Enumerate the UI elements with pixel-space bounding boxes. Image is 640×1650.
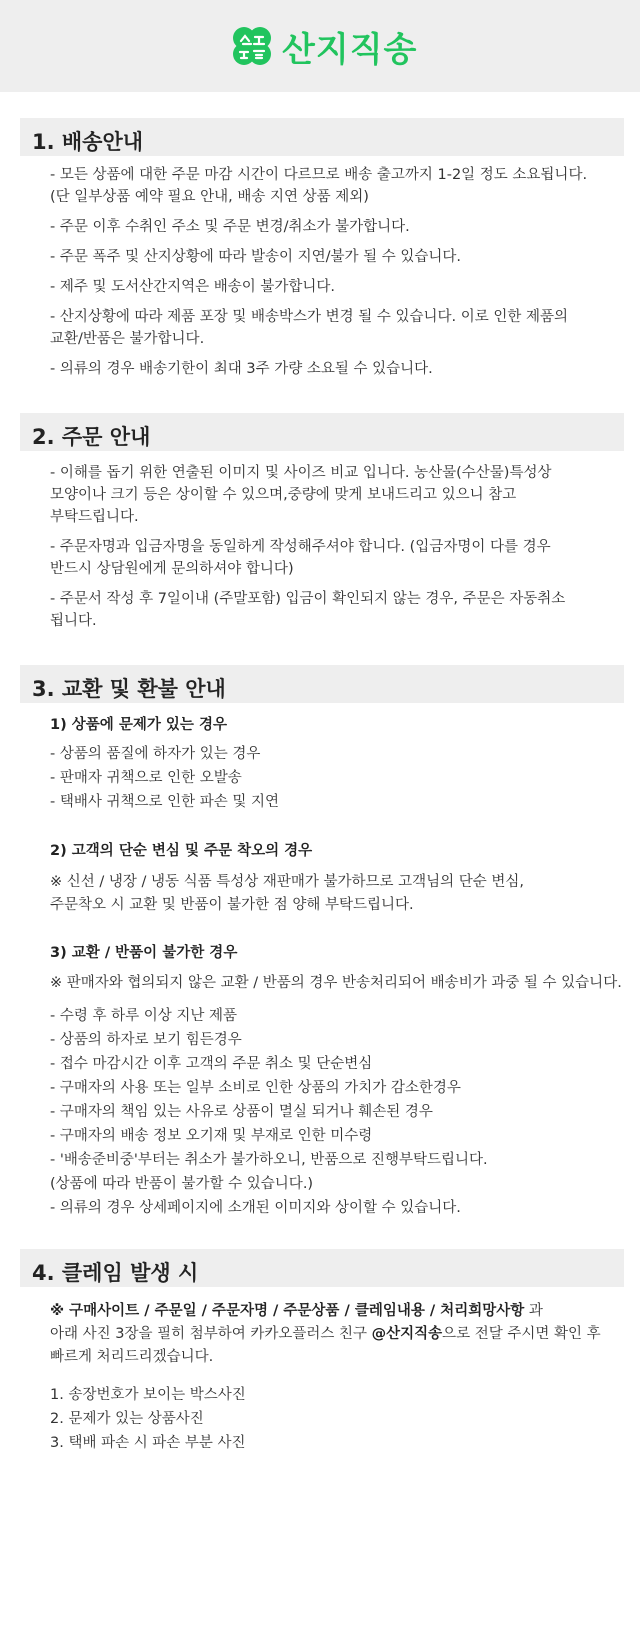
text-line: - 수령 후 하루 이상 지난 제품 <box>50 1008 237 1024</box>
sanji-logo-icon <box>230 24 274 68</box>
subheading: 2) 고객의 단순 변심 및 주문 착오의 경우 <box>50 843 313 859</box>
text-line: - 구매자의 사용 또는 일부 소비로 인한 상품의 가치가 감소한경우 <box>50 1080 461 1096</box>
text-line: - 제주 및 도서산간지역은 배송이 불가합니다. <box>50 279 336 295</box>
kakao-channel-id: @산지직송 <box>371 1326 443 1342</box>
text-line: (단 일부상품 예약 필요 안내, 배송 지연 상품 제외) <box>50 189 369 205</box>
section-header-order <box>20 413 624 451</box>
text-line: 교환/반품은 불가합니다. <box>50 331 205 347</box>
section-title: 3. 교환 및 환불 안내 <box>32 677 226 701</box>
subheading: 1) 상품에 문제가 있는 경우 <box>50 717 227 733</box>
notice-line: ※ 판매자와 협의되지 않은 교환 / 반품의 경우 반송처리되어 배송비가 과중 될 수 있습니다. <box>50 975 622 991</box>
text-line: - 의류의 경우 상세페이지에 소개된 이미지와 상이할 수 있습니다. <box>50 1200 461 1216</box>
claim-required-info: ※ 구매사이트 / 주문일 / 주문자명 / 주문상품 / 클레임내용 / 처리희망사항 <box>50 1303 525 1319</box>
brand-name: 산지직송 <box>282 29 418 70</box>
text-line: - '배송준비중'부터는 취소가 불가하오니, 반품으로 진행부탁드립니다. <box>50 1152 488 1168</box>
text-line: - 구매자의 배송 정보 오기재 및 부재로 인한 미수령 <box>50 1128 373 1144</box>
section-title: 2. 주문 안내 <box>32 425 151 449</box>
list-item: 2. 문제가 있는 상품사진 <box>50 1411 204 1427</box>
brand-logo <box>230 22 417 70</box>
section-header-shipping <box>20 118 624 156</box>
text-line: 부탁드립니다. <box>50 509 139 525</box>
text-line: 반드시 상담원에게 문의하셔야 합니다) <box>50 561 294 577</box>
text-line: - 주문 폭주 및 산지상황에 따라 발송이 지연/불가 될 수 있습니다. <box>50 249 461 265</box>
claim-text: 아래 사진 3장을 필히 첨부하여 카카오플러스 친구 <box>50 1326 372 1342</box>
text-line: - 모든 상품에 대한 주문 마감 시간이 다르므로 배송 출고까지 1-2일 정도 소요됩니다. <box>50 167 588 183</box>
text-line: 됩니다. <box>50 613 97 629</box>
list-item: 3. 택배 파손 시 파손 부분 사진 <box>50 1435 246 1451</box>
header-banner <box>0 0 640 92</box>
text-line: ※ 신선 / 냉장 / 냉동 식품 특성상 재판매가 불가하므로 고객님의 단순 변심, <box>50 874 525 890</box>
text-line: - 산지상황에 따라 제품 포장 및 배송박스가 변경 될 수 있습니다. 이로 인한 제품의 <box>50 309 568 325</box>
claim-text: 으로 전달 주시면 확인 후 <box>442 1326 601 1342</box>
text-line: - 택배사 귀책으로 인한 파손 및 지연 <box>50 794 279 810</box>
list-item: 1. 송장번호가 보이는 박스사진 <box>50 1387 246 1403</box>
text-line: - 판매자 귀책으로 인한 오발송 <box>50 770 242 786</box>
text-line: (상품에 따라 반품이 불가할 수 있습니다.) <box>50 1176 314 1192</box>
text-line: - 구매자의 책임 있는 사유로 상품이 멸실 되거나 훼손된 경우 <box>50 1104 433 1120</box>
text-line: - 의류의 경우 배송기한이 최대 3주 가량 소요될 수 있습니다. <box>50 361 433 377</box>
text-line: 모양이나 크기 등은 상이할 수 있으며,중량에 맞게 보내드리고 있으니 참고 <box>50 487 517 503</box>
text-line: 빠르게 처리드리겠습니다. <box>50 1349 214 1365</box>
section-title: 1. 배송안내 <box>32 130 144 154</box>
text-line: 주문착오 시 교환 및 반품이 불가한 점 양해 부탁드립니다. <box>50 897 414 913</box>
subheading: 3) 교환 / 반품이 불가한 경우 <box>50 945 238 961</box>
text-line: - 상품의 품질에 하자가 있는 경우 <box>50 746 261 762</box>
claim-note-tail: 과 <box>524 1303 543 1319</box>
text-line: - 주문서 작성 후 7일이내 (주말포함) 입금이 확인되지 않는 경우, 주문은 자동취소 <box>50 591 566 607</box>
claim-instruction-line <box>50 1323 601 1345</box>
text-line: - 접수 마감시간 이후 고객의 주문 취소 및 단순변심 <box>50 1056 373 1072</box>
claim-notice-line <box>50 1300 543 1322</box>
text-line: - 이해를 돕기 위한 연출된 이미지 및 사이즈 비교 입니다. 농산물(수산물)특성상 <box>50 465 552 481</box>
text-line: - 주문 이후 수취인 주소 및 주문 변경/취소가 불가합니다. <box>50 219 410 235</box>
section-header-exchange-refund <box>20 665 624 703</box>
text-line: - 주문자명과 입금자명을 동일하게 작성해주셔야 합니다. (입금자명이 다를 경우 <box>50 539 551 555</box>
section-title: 4. 클레임 발생 시 <box>32 1261 199 1285</box>
section-header-claim <box>20 1249 624 1287</box>
text-line: - 상품의 하자로 보기 힘든경우 <box>50 1032 242 1048</box>
